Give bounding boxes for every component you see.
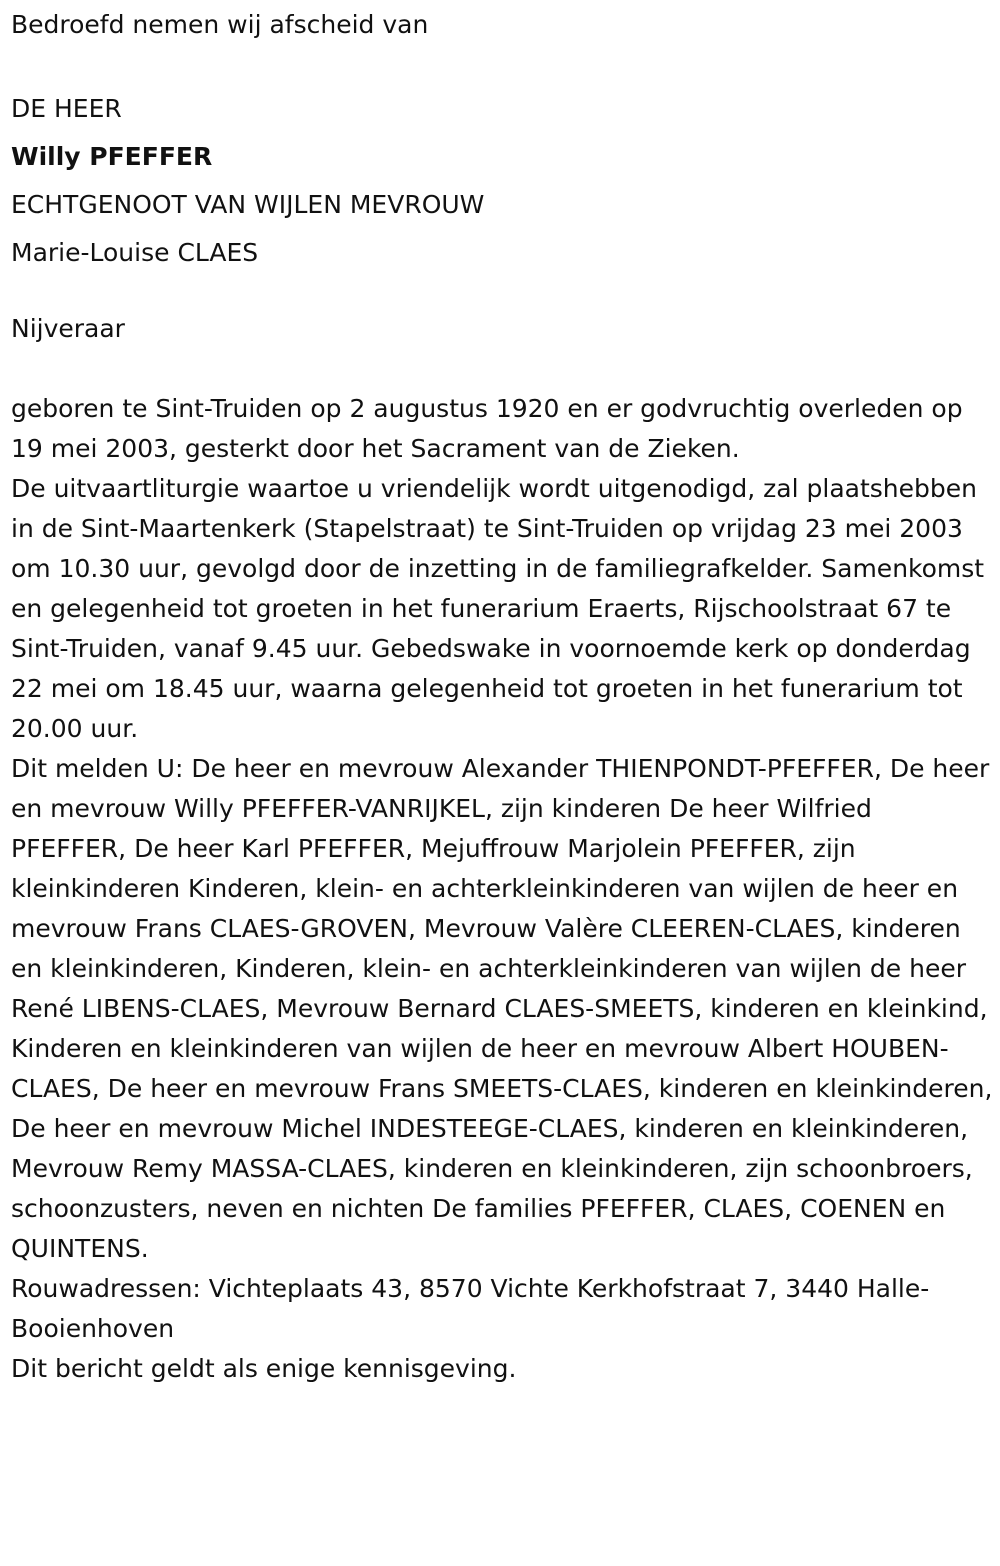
closing-text: Dit bericht geldt als enige kennisgeving. [11,1354,517,1383]
birth-death-paragraph: geboren te Sint-Truiden op 2 augustus 1920 en er godvruchtig overleden op 19 mei 2003, gesterkt door het Sacrament van de Zieken. [11,394,963,463]
spouse-label: ECHTGENOOT VAN WIJLEN MEVROUW [11,190,485,219]
spouse-name: Marie-Louise CLAES [11,238,259,267]
occupation: Nijveraar [11,314,125,343]
title-prefix: DE HEER [11,94,122,123]
deceased-name: Willy PFEFFER [11,142,213,171]
funeral-info-paragraph: De uitvaartliturgie waartoe u vriendelijk wordt uitgenodigd, zal plaatshebben in de Sint-Maartenkerk (Stapelstraat) te Sint-Truiden op vrijdag 23 mei 2003 om 10.30 uur, gevolgd door de inzetting in de familiegrafkelder. Samenkomst en gelegenheid tot groeten in het funerarium Eraerts, Rijschoolstraat 67 te Sint-Truiden, vanaf 9.45 uur. Gebedswake in voornoemde kerk op donderdag 22 mei om 18.45 uur, waarna gelegenheid tot groeten in het funerarium tot 20.00 uur. [11,474,985,743]
addresses-paragraph: Rouwadressen: Vichteplaats 43, 8570 Vichte Kerkhofstraat 7, 3440 Halle-Booienhoven [11,1274,930,1343]
intro-text: Bedroefd nemen wij afscheid van [11,10,429,39]
announcers-paragraph: Dit melden U: De heer en mevrouw Alexander THIENPONDT-PFEFFER, De heer en mevrouw Willy PFEFFER-VANRIJKEL, zijn kinderen De heer Wilfried PFEFFER, De heer Karl PFEFFER, Mejuffrouw Marjolein PFEFFER, zijn kleinkinderen Kinderen, klein- en achterkleinkinderen van wijlen de heer en mevrouw Frans CLAES-GROVEN, Mevrouw Valère CLEEREN-CLAES, kinderen en kleinkinderen, Kinderen, klein- en achterkleinkinderen van wijlen de heer René LIBENS-CLAES, Mevrouw Bernard CLAES-SMEETS, kinderen en kleinkind, Kinderen en kleinkinderen van wijlen de heer en mevrouw Albert HOUBEN-CLAES, De heer en mevrouw Frans SMEETS-CLAES, kinderen en kleinkinderen, De heer en mevrouw Michel INDESTEEGE-CLAES, kinderen en kleinkinderen, Mevrouw Remy MASSA-CLAES, kinderen en kleinkinderen, zijn schoonbroers, schoonzusters, neven en nichten De families PFEFFER, CLAES, COENEN en QUINTENS. [11,754,993,1263]
